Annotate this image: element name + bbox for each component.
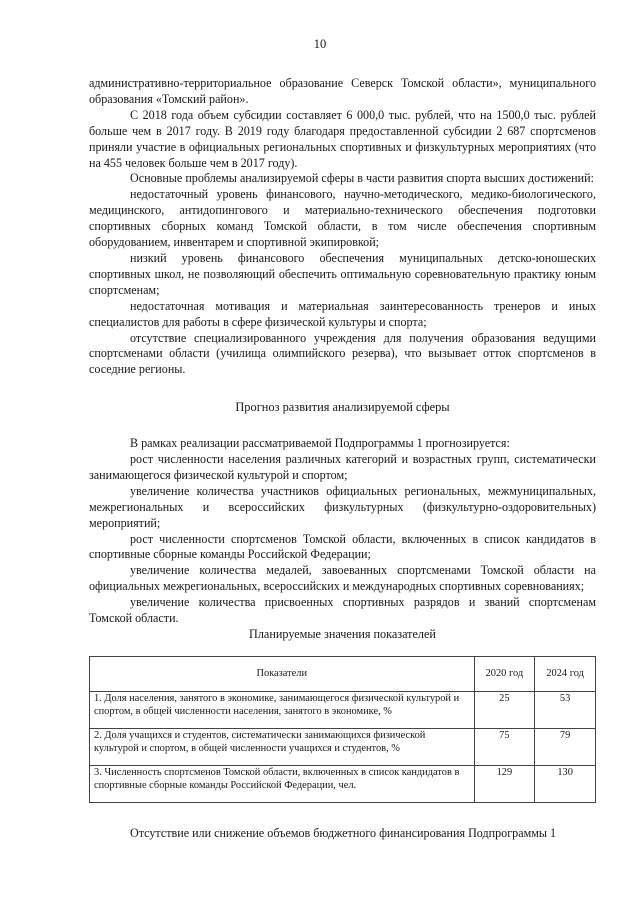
table-header-row xyxy=(90,656,596,691)
table-caption: Планируемые значения показателей xyxy=(249,627,436,641)
row-value-2024: 53 xyxy=(535,691,596,728)
row-label: 1. Доля населения, занятого в экономике, занимающегося физической культурой и спортом, в общей численности населения, занятого в экономике, % xyxy=(90,691,475,728)
row-value-2024: 130 xyxy=(535,765,596,802)
row-value-2024: 79 xyxy=(535,728,596,765)
table-row xyxy=(90,765,596,802)
document-body xyxy=(89,76,596,803)
row-label: 2. Доля учащихся и студентов, систематически занимающихся физической культурой и спортом, в общей численности учащихся и студентов, % xyxy=(90,728,475,765)
header-2020: 2020 год xyxy=(474,656,535,691)
header-2024: 2024 год xyxy=(535,656,596,691)
paragraph-forecast-3: рост численности спортсменов Томской области, включенных в список кандидатов в спортивные сборные команды Российской Федерации; xyxy=(89,531,596,562)
paragraph-forecast-5: увеличение количества присвоенных спортивных разрядов и званий спортсменам Томской области. xyxy=(89,595,596,626)
section-heading: Прогноз развития анализируемой сферы xyxy=(235,400,450,415)
page-number: 10 xyxy=(313,37,327,51)
table-row xyxy=(90,691,596,728)
paragraph-problem-2: низкий уровень финансового обеспечения муниципальных детско-юношеских спортивных школ, не позволяющий обеспечить оптимальную соревновательную практику юным спортсменам; xyxy=(89,250,596,297)
paragraph-forecast-1: рост численности населения различных категорий и возрастных групп, систематически занимающегося физической культурой и спортом; xyxy=(89,452,596,482)
paragraph-continuation: административно-территориальное образование Северск Томской области», муниципального образования «Томский район». xyxy=(89,76,596,106)
table-row xyxy=(90,728,596,765)
paragraph-forecast-intro: В рамках реализации рассматриваемой Подпрограммы 1 прогнозируется: xyxy=(130,436,510,451)
paragraph-subsidy: С 2018 года объем субсидии составляет 6 000,0 тыс. рублей, что на 1500,0 тыс. рублей больше чем в 2017 году. В 2019 году благодаря предоставленной субсидии 2 687 спортсменов приняли участие в официальных региональных спортивных и физкультурных мероприятиях (что на 455 человек больше чем в 2017 году). xyxy=(89,107,596,170)
row-value-2020: 75 xyxy=(474,728,535,765)
paragraph-problem-1: недостаточный уровень финансового, научно-методического, медико-биологического, медицинского, антидопингового и материально-технического обеспечения подготовки спортивных сборных команд Томской области, в том числе обеспечения спортивным оборудованием, инвентарем и спортивной экипировкой; xyxy=(89,187,596,250)
paragraph-problem-3: недостаточная мотивация и материальная заинтересованность тренеров и иных специалистов для работы в сфере физической культуры и спорта; xyxy=(89,298,596,329)
row-value-2020: 25 xyxy=(474,691,535,728)
header-indicator: Показатели xyxy=(90,656,475,691)
paragraph-problems-intro: Основные проблемы анализируемой сферы в части развития спорта высших достижений: xyxy=(130,171,594,186)
row-value-2020: 129 xyxy=(474,765,535,802)
paragraph-problem-4: отсутствие специализированного учреждения для получения образования ведущими спортсменами области (училища олимпийского резерва), что вызывает отток спортсменов в соседние регионы. xyxy=(89,330,596,377)
paragraph-final: Отсутствие или снижение объемов бюджетного финансирования Подпрограммы 1 xyxy=(130,826,557,840)
paragraph-forecast-4: увеличение количества медалей, завоеванных спортсменами Томской области на официальных межрегиональных, всероссийских и международных спортивных соревнованиях; xyxy=(89,563,596,594)
indicators-table xyxy=(89,656,596,803)
paragraph-forecast-2: увеличение количества участников официальных региональных, межмуниципальных, межрегиональных и всероссийских физкультурных (физкультурно-оздоровительных) мероприятий; xyxy=(89,483,596,530)
row-label: 3. Численность спортсменов Томской области, включенных в список кандидатов в спортивные сборные команды Российской Федерации, чел. xyxy=(90,765,475,802)
